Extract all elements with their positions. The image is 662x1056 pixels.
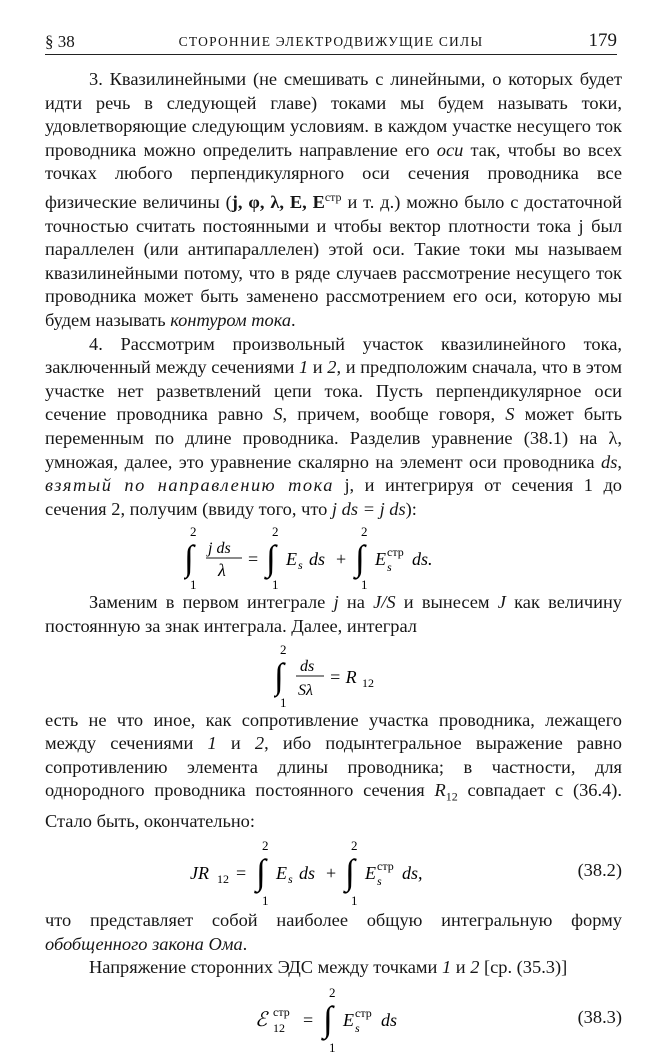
paragraph-7: что представляет собой наиболее общую интегральную форму обобщенного закона Ома. xyxy=(45,910,622,954)
equation-number-38-2: (38.2) xyxy=(577,860,622,881)
svg-text:E: E xyxy=(276,863,287,884)
physical-quantities: j, φ, λ, E, E xyxy=(231,192,325,213)
svg-text:2: 2 xyxy=(279,641,286,657)
svg-text:12: 12 xyxy=(273,1021,285,1036)
term-generalized-ohm: обобщенного закона Ома xyxy=(45,933,243,954)
svg-text:=: = xyxy=(247,549,258,570)
svg-text:ds: ds xyxy=(381,1010,398,1031)
svg-text:стр: стр xyxy=(386,545,404,560)
paragraph-4: 4. Рассмотрим произвольный участок квазилинейного тока, заключенный между сечениями 1 и 2, и предположим сначала, что в этом участке нет разветвлений цепи тока. Пусть перпендикулярное оси сечение проводника равно S, причем, вообще говоря, S может быть переменным по длине проводника. Разделив уравнение (38.1) на λ, умножая, далее, это уравнение скалярно на элемент оси проводника ds, взятый по направлению тока j, и интегрируя от сечения 1 до сечения 2, получим (ввиду того, что j ds = j ds): xyxy=(45,333,623,519)
svg-text:+: + xyxy=(326,863,337,884)
svg-text:s: s xyxy=(377,874,382,889)
svg-text:ds: ds xyxy=(299,863,316,884)
svg-text:1: 1 xyxy=(271,577,278,592)
f1-upper: 2 xyxy=(189,524,196,540)
term-contour: контуром тока xyxy=(170,310,292,331)
chapter-title: СТОРОННИЕ ЭЛЕКТРОДВИЖУЩИЕ СИЛЫ xyxy=(178,34,484,49)
svg-text:∫: ∫ xyxy=(323,999,333,1040)
svg-text:= R: = R xyxy=(328,666,357,687)
svg-text:12: 12 xyxy=(361,675,374,690)
svg-text:E: E xyxy=(343,1010,354,1031)
paragraph-5: Заменим в первом интеграле j на J/S и вынесем J как величину постоянную за знак интеграла. Далее, интеграл xyxy=(45,592,622,636)
svg-text:ℰ: ℰ xyxy=(255,1009,268,1032)
svg-text:1: 1 xyxy=(351,893,358,909)
svg-text:s: s xyxy=(288,872,293,887)
svg-text:E: E xyxy=(365,863,376,884)
svg-text:s: s xyxy=(386,560,392,575)
svg-text:Sλ: Sλ xyxy=(297,681,313,699)
svg-text:ds.: ds. xyxy=(411,549,433,570)
page-number: 179 xyxy=(588,30,617,51)
emphasis-direction: взятый по направлению тока xyxy=(45,475,334,496)
svg-text:∫: ∫ xyxy=(345,852,355,893)
running-header xyxy=(45,26,617,55)
f1-int-2: ∫ xyxy=(265,538,276,579)
svg-text:E: E xyxy=(374,549,386,570)
svg-text:1: 1 xyxy=(262,893,269,909)
svg-text:=: = xyxy=(303,1010,314,1031)
svg-text:2: 2 xyxy=(271,524,278,540)
svg-text:стр: стр xyxy=(273,1005,290,1020)
formula-emf-voltage xyxy=(45,980,622,1056)
svg-text:+: + xyxy=(335,549,346,570)
paragraph-6: есть не что иное, как сопротивление участка проводника, лежащего между сечениями 1 и 2, ибо подынтегральное выражение равно сопротивлению элемента длины проводника; в частности, для однородного проводника постоянного сечения $R_{12}$ совпадает с (36.4). Стало быть, окончательно: xyxy=(45,709,622,831)
body-text xyxy=(45,68,622,1056)
f1-num: j ds xyxy=(207,540,231,558)
f1-int-1: ∫ xyxy=(183,538,194,579)
svg-text:1: 1 xyxy=(360,577,367,592)
svg-text:2: 2 xyxy=(360,524,367,540)
svg-text:2: 2 xyxy=(329,985,336,1001)
f2-int: ∫ xyxy=(273,655,284,696)
svg-text:=: = xyxy=(236,863,247,884)
svg-text:2: 2 xyxy=(351,838,358,854)
formula-ohm-law xyxy=(45,833,622,909)
term-axis: оси xyxy=(436,139,464,160)
svg-text:стр: стр xyxy=(377,859,394,874)
svg-text:s: s xyxy=(355,1021,360,1036)
f1-den: λ xyxy=(217,560,226,581)
equation-number-38-3: (38.3) xyxy=(577,1007,622,1028)
svg-text:2: 2 xyxy=(262,838,269,854)
section-number: § 38 xyxy=(45,32,75,51)
formula-integral-1 xyxy=(45,521,622,591)
f1-lower: 1 xyxy=(189,577,196,592)
svg-text:s: s xyxy=(297,558,303,573)
paragraph-8: Напряжение сторонних ЭДС между точками 1 и 2 [ср. (35.3)] xyxy=(89,957,568,978)
svg-text:E: E xyxy=(285,549,297,570)
svg-text:ds: ds xyxy=(308,549,325,570)
paragraph-3: 3. Квазилинейными (не смешивать с линейными, о которых будет идти речь в следующей главе) токами мы будем называть токи, удовлетворяющие следующим условиям. в каждом участке несущего ток проводника можно определить направление его оси так, чтобы во всех точках любого перпендикулярного оси сечения проводника все физические величины (j, φ, λ, E, $E^{стр}$ и т. д.) можно было с достаточной точностью считать постоянными и чтобы вектор плотности тока j был параллелен (или антипараллелен) этой оси. Такие токи мы называем квазилинейными потому, что в ряде случаев рассмотрение несущего ток проводника может быть заменено рассмотрением его оси, которую мы будем называть контуром тока. xyxy=(45,69,622,331)
svg-text:JR: JR xyxy=(190,863,209,884)
svg-text:12: 12 xyxy=(217,872,229,887)
f1-int-3: ∫ xyxy=(354,538,365,579)
svg-text:ds: ds xyxy=(299,657,314,675)
svg-text:1: 1 xyxy=(329,1040,336,1056)
svg-text:стр: стр xyxy=(355,1006,372,1021)
formula-integral-2 xyxy=(45,639,622,709)
svg-text:ds,: ds, xyxy=(402,863,423,884)
svg-text:1: 1 xyxy=(279,694,286,709)
svg-text:∫: ∫ xyxy=(256,852,266,893)
